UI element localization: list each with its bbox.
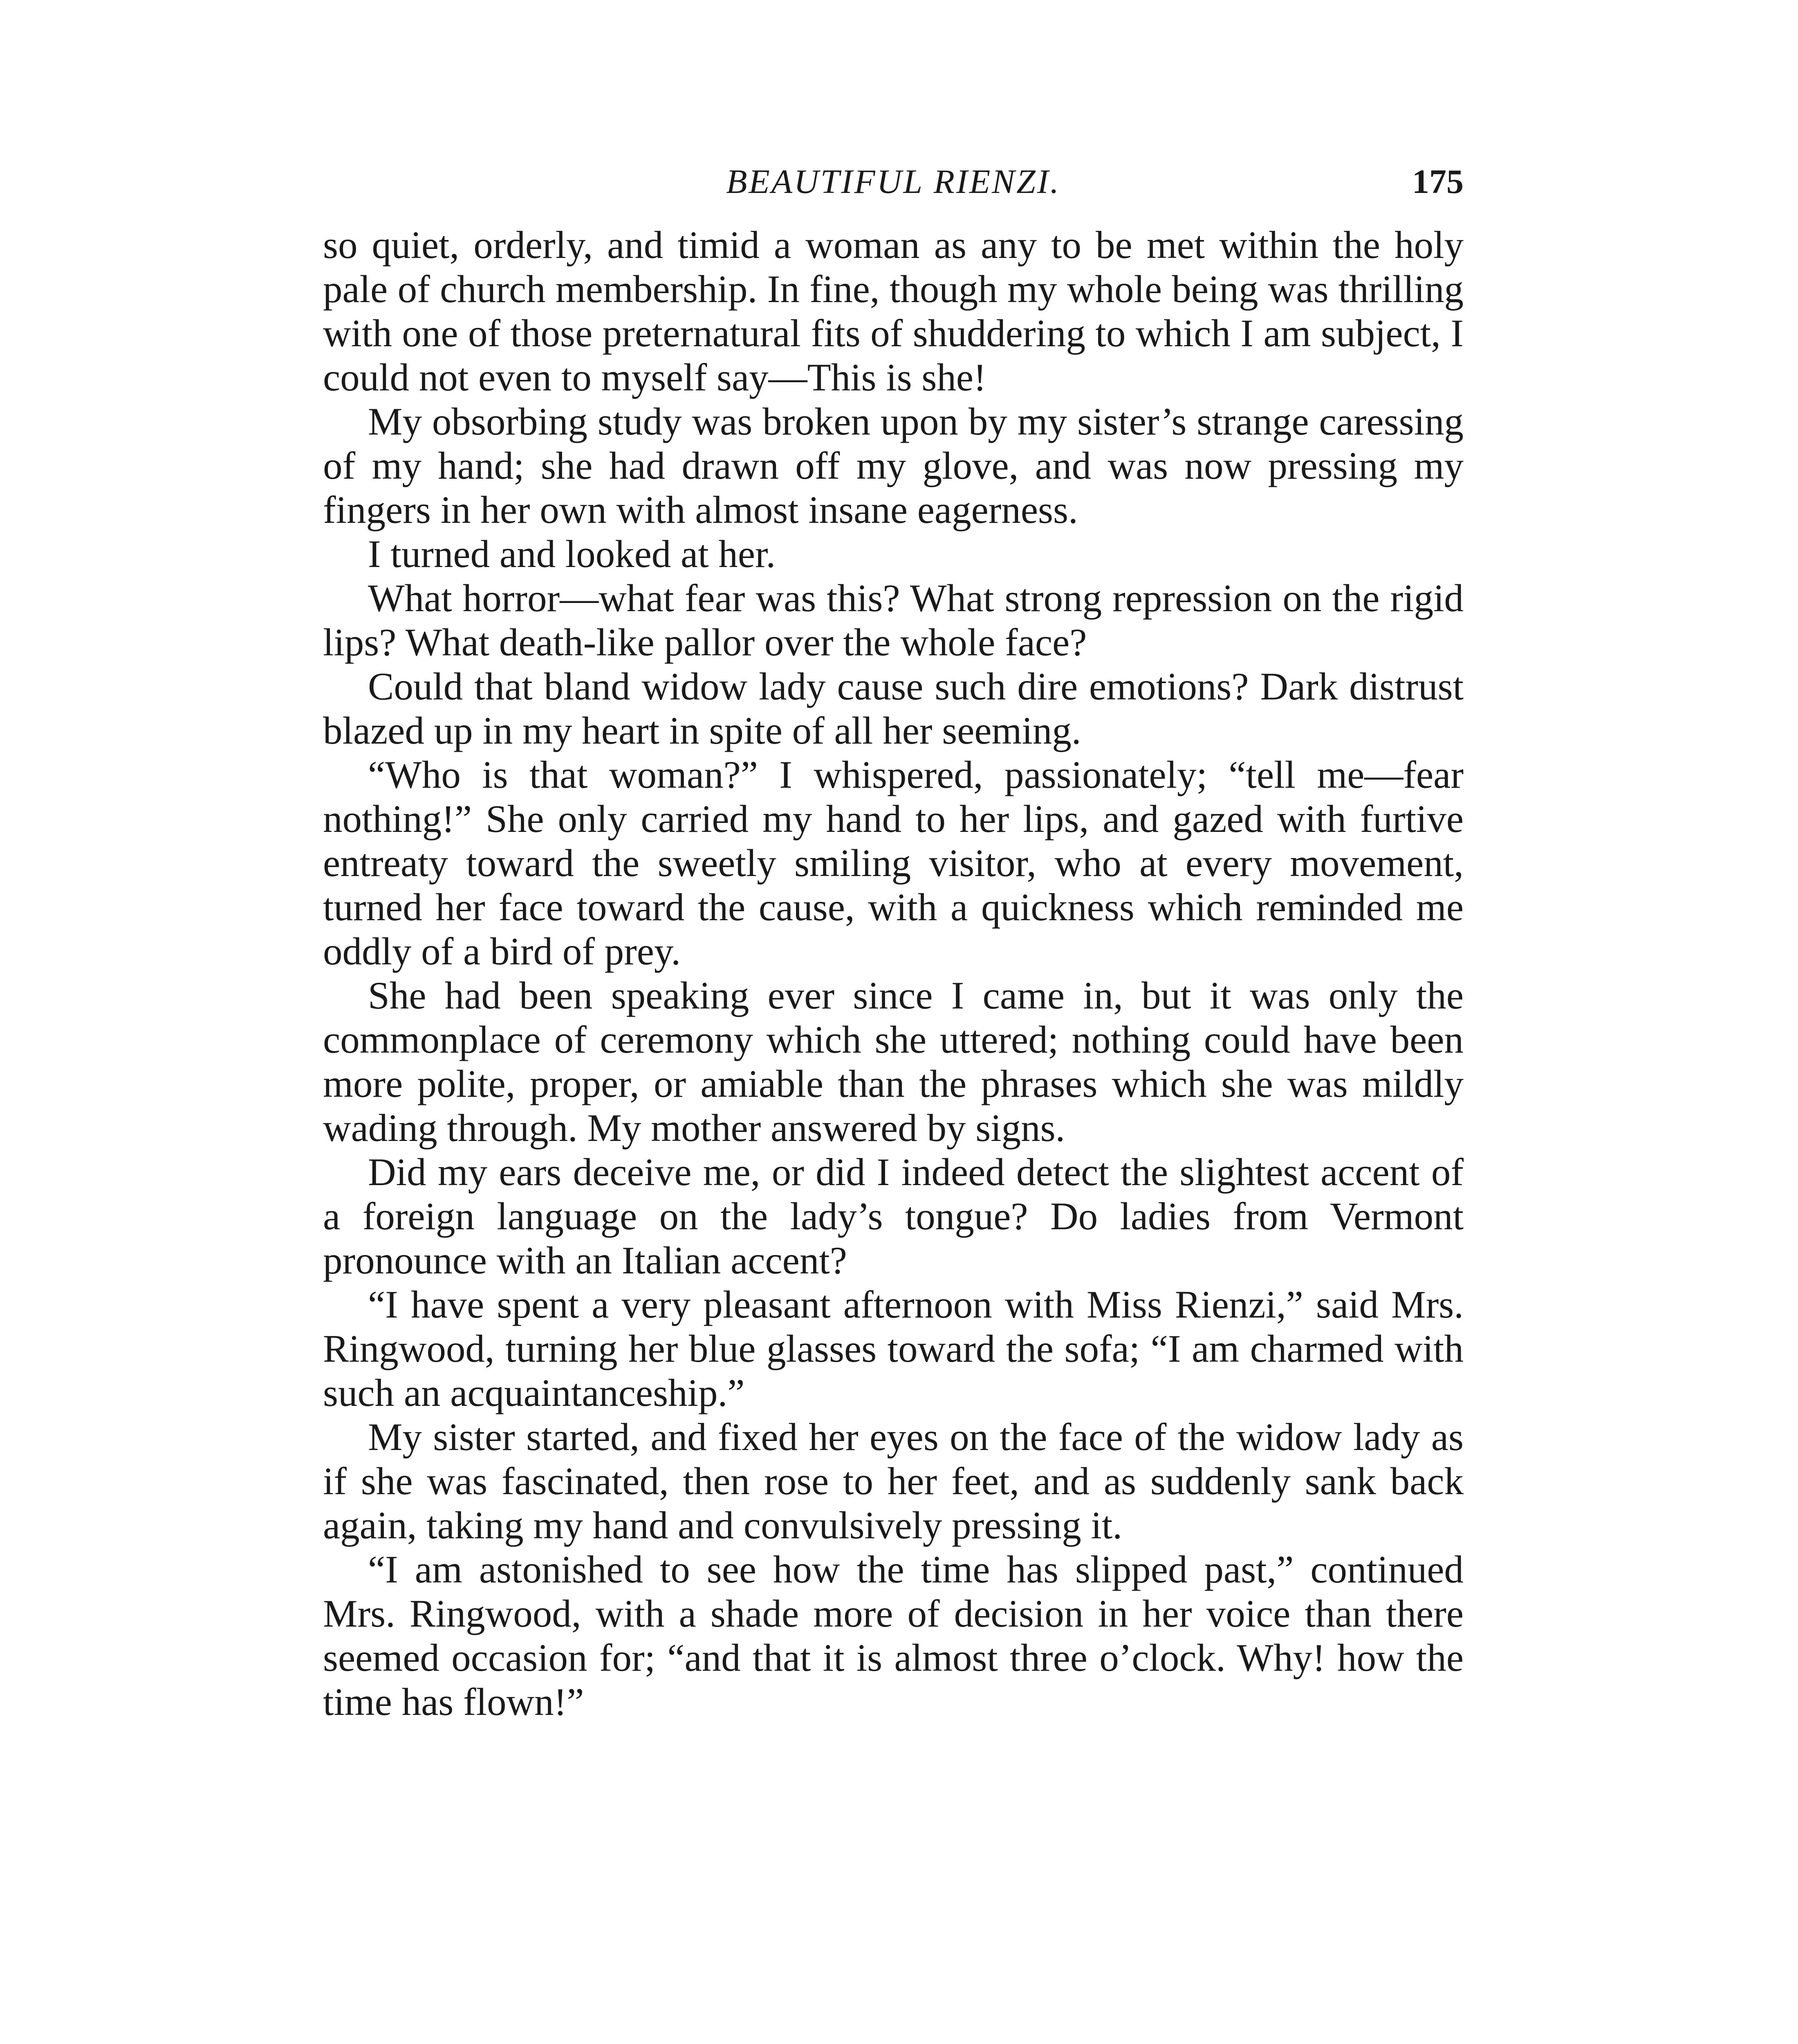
paragraph: My sister started, and fixed her eyes on the face of the widow lady as if she was fascinated, then rose to her feet, and as suddenly sank back again, taking my hand and convulsively pressing it. xyxy=(323,1415,1464,1547)
paragraph: I turned and looked at her. xyxy=(368,532,776,576)
running-title: BEAUTIFUL RIENZI. xyxy=(726,163,1060,201)
paragraph: “I have spent a very pleasant afternoon with Miss Rienzi,” said Mrs. Ringwood, turning her blue glasses toward the sofa; “I am charmed with such an acquaintanceship.” xyxy=(323,1283,1464,1414)
page-number: 175 xyxy=(1412,163,1464,201)
running-head xyxy=(323,155,1464,208)
paragraph: She had been speaking ever since I came in, but it was only the commonplace of ceremony which she uttered; nothing could have been more polite, proper, or amiable than the phrases which she was mildly wading through. My mother answered by signs. xyxy=(323,974,1464,1150)
paragraph: What horror—what fear was this? What strong repression on the rigid lips? What death-like pallor over the whole face? xyxy=(323,576,1464,664)
paragraph: “Who is that woman?” I whispered, passionately; “tell me—fear nothing!” She only carried my hand to her lips, and gazed with furtive entreaty toward the sweetly smiling visitor, who at every movement, turned her face toward the cause, with a quickness which reminded me oddly of a bird of prey. xyxy=(323,753,1464,973)
paragraph: Could that bland widow lady cause such dire emotions? Dark distrust blazed up in my heart in spite of all her seeming. xyxy=(323,665,1464,752)
paragraph: “I am astonished to see how the time has slipped past,” continued Mrs. Ringwood, with a shade more of decision in her voice than there seemed occasion for; “and that it is almost three o’clock. Why! how the time has flown!” xyxy=(323,1548,1464,1724)
paragraph: Did my ears deceive me, or did I indeed detect the slightest accent of a foreign language on the lady’s tongue? Do ladies from Vermont pronounce with an Italian accent? xyxy=(323,1150,1464,1282)
paragraph: My obsorbing study was broken upon by my sister’s strange caressing of my hand; she had drawn off my glove, and was now pressing my fingers in her own with almost insane eagerness. xyxy=(323,400,1464,531)
body-text xyxy=(323,223,1464,1724)
paragraph-continued: so quiet, orderly, and timid a woman as any to be met within the holy pale of church membership. In fine, though my whole being was thrilling with one of those preternatural fits of shuddering to which I am subject, I could not even to myself say—This is she! xyxy=(323,223,1464,399)
